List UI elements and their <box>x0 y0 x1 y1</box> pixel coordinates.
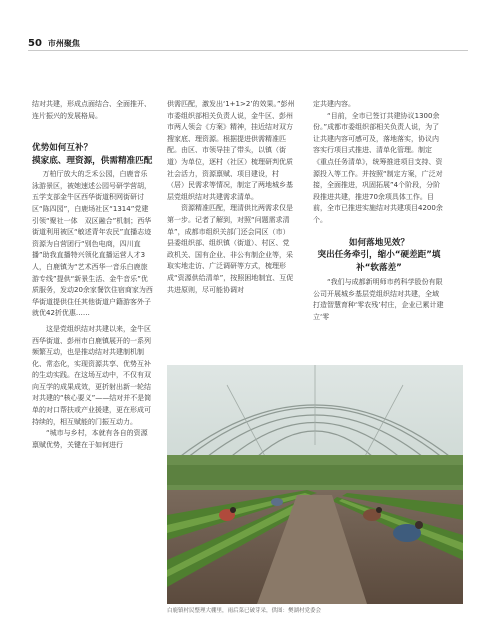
greenhouse-photo <box>167 365 463 604</box>
photo-caption: 白鹿镇村民整理大棚里，雨后菜已破芽采，供图：樊湖村党委会 <box>167 608 322 614</box>
paragraph: “城市与乡村，本就有各自的资源禀赋优势，关键在于如何进行 <box>32 429 148 449</box>
column-middle <box>167 99 295 296</box>
header-divider <box>28 50 468 51</box>
column-left <box>32 99 154 451</box>
subheading-title: 突出任务牵引，缩小“硬差距”填补“软落差” <box>317 250 441 273</box>
paragraph: 这是党组织结对共建以来，金牛区西华街道、彭州市白鹿镇展开的一系列频繁互动，也是推动结对共建制机制化、常态化，实现资源共享、优势互补的生动实践。在这场互动中，不仅有双向互学的成果成效，更折射出新一轮结对共建的“核心要义”——结对并不是简单的对口帮扶或产业援建，更在形成可持续的，相互赋能的门振互动力。 <box>32 324 152 426</box>
subheading-question: 优势如何互补？ <box>32 143 93 154</box>
paragraph: “我们与成都新明师市药科学股份有限公司开展城乡基层党组织结对共建，全域打造智慧育种‘零农残’村庄，企业已累计建立‘零 <box>313 278 444 321</box>
subheading-question: 如何落地见效？ <box>348 237 410 248</box>
paragraph: 定共建内容。 <box>313 100 355 108</box>
paragraph: “目前，全市已签订共建协议1300余份。”成都市委组织部相关负责人说，为了让共建内容可感可及，落地落实，协议内容实行项目式推进、清单化管理。制定《重点任务清单》，统筹推进项目支持、资源投入等工作。并按照“制定方案，广泛对接，全面推进，巩固拓展”4个阶段，分阶段推进共建，推进70余项具体工作。目前，全市已推进实施结对共建项目4200余个。 <box>313 111 443 224</box>
subheading-title: 摸家底、理资源，供需精准匹配 <box>32 155 153 166</box>
paragraph: 万柏厅放大的乏禾公园，白鹿音乐泳游景区，被她速述公园号研学营胡，五学支部金牛区西华街道积网街研讨区“陈四园”，白鹿场社区“1314”党建引领“聚社一体 双区融合”机制；西华街道利用被区“敏述青年农民”直播志迹资源为自营团行“别色电商，四川直播”助我直播特兴领化直播运营人才3人，白鹿镇为“艺术西华一音乐白鹿旅游专线”提供“新景生活、金牛音乐”优质服务，发动20余家餐饮住宿商家为西华街道提供住任其他街道户籍游客外子就优42折优惠…… <box>32 170 153 318</box>
column-right <box>313 99 445 323</box>
page-header <box>28 36 80 50</box>
page-number: 50 <box>28 37 42 49</box>
paragraph: 资源精准匹配，理清供比两需求仅是第一步。记者了解到，对照“问题需求清单”，成都市组织关部门还会同区（市）县委组织部、组织镇（街道）、村区、党政机关、国有企业、非公有制企业等，采取实地走访、广泛调研等方式，梳理形成“资源供给清单”，按照困地制宜、互促共进原则，尽可能协调对 <box>167 204 294 294</box>
paragraph: 结对共建，形成点面结合、全面推开、连片振兴的发展格局。 <box>32 100 151 120</box>
section-title: 市州聚焦 <box>47 38 80 48</box>
paragraph: 供需匹配，激发出‘1+1>2’的效果。”彭州市委组织部相关负责人说，金牛区、彭州市两人领会《方案》精神，挂近结对双方搜家底、理资源。根据提进供需精准匹配。由区、市领导挂了带头，以镇（街道）为单位，逐村（社区）梳理研判优质社会活力，资源禀赋、项目建设，村（居）民需求等情况，制定了两地城乡基层党组织结对共建需求清单。 <box>167 100 295 201</box>
